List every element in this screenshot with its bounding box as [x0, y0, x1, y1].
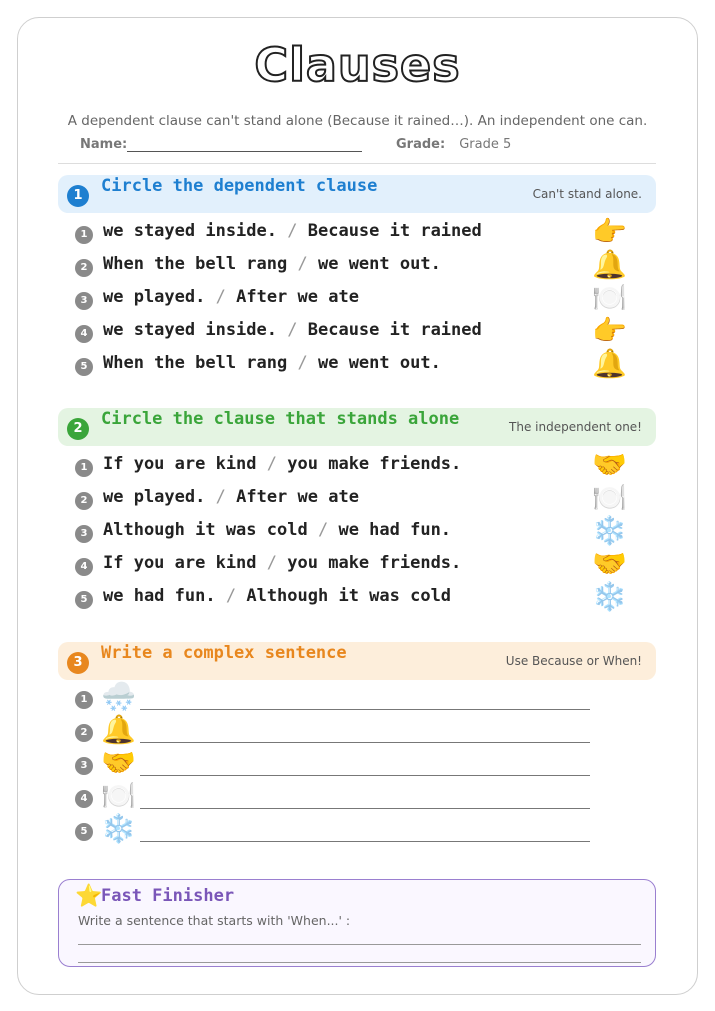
name-field	[80, 137, 127, 152]
item-number: 4	[75, 790, 93, 808]
fast-finisher-title: Fast Finisher	[101, 886, 235, 906]
clause-pair	[103, 254, 441, 274]
picture-icon: 🍽️	[101, 779, 136, 812]
picture-icon: 🤝	[101, 746, 136, 779]
item-number: 3	[75, 292, 93, 310]
section-2-title: Circle the clause that stands alone	[101, 409, 460, 429]
clause-separator: /	[287, 320, 298, 340]
header-divider	[58, 163, 656, 164]
list-item	[75, 248, 635, 281]
page-subtitle: A dependent clause can't stand alone (Because it rained…). An independent one can.	[67, 113, 648, 129]
answer-line[interactable]	[140, 775, 590, 776]
clause-separator: /	[225, 586, 237, 606]
clause-option-b[interactable]: After we ate	[236, 287, 359, 307]
name-blank-line[interactable]	[127, 151, 362, 152]
list-item	[75, 481, 635, 514]
clause-separator: /	[215, 487, 226, 507]
item-number: 4	[75, 558, 93, 576]
clause-option-b[interactable]: After we ate	[236, 487, 359, 507]
item-number: 5	[75, 591, 93, 609]
item-number: 1	[75, 459, 93, 477]
clause-separator: /	[266, 553, 278, 573]
list-item	[75, 281, 635, 314]
item-number: 2	[75, 724, 93, 742]
answer-line[interactable]	[140, 709, 590, 710]
picture-icon: ❄️	[592, 514, 627, 547]
clause-option-b[interactable]: we went out.	[317, 353, 441, 373]
fast-finisher-prompt: Write a sentence that starts with 'When...' :	[78, 913, 351, 928]
section-3-header	[58, 642, 656, 680]
picture-icon: ❄️	[592, 580, 627, 613]
section-2-number: 2	[67, 418, 89, 440]
clause-option-a[interactable]: we played.	[103, 487, 206, 507]
clause-option-a[interactable]: If you are kind	[103, 454, 257, 474]
grade-value: Grade 5	[459, 137, 512, 152]
clause-pair	[103, 553, 461, 573]
clause-option-a[interactable]: we stayed inside.	[103, 221, 277, 241]
picture-icon: 🍽️	[592, 481, 627, 514]
clause-separator: /	[297, 353, 308, 373]
picture-icon: 🍽️	[592, 281, 627, 314]
answer-line[interactable]	[140, 742, 590, 743]
section-1-number: 1	[67, 185, 89, 207]
clause-pair	[103, 287, 359, 307]
clause-option-b[interactable]: you make friends.	[287, 454, 462, 474]
picture-icon: 🔔	[592, 347, 627, 380]
list-item	[75, 347, 635, 380]
grade-field	[396, 137, 511, 152]
picture-icon: 👉	[592, 314, 627, 347]
clause-option-a[interactable]: we had fun.	[103, 586, 216, 606]
section-2-hint: The independent one!	[509, 420, 642, 434]
clause-separator: /	[266, 454, 278, 474]
picture-icon: ❄️	[101, 812, 136, 845]
star-icon: ⭐	[75, 884, 103, 909]
item-number: 4	[75, 325, 93, 343]
clause-separator: /	[317, 520, 329, 540]
section-2-header	[58, 408, 656, 446]
picture-icon: 🔔	[101, 713, 136, 746]
clause-option-a[interactable]: If you are kind	[103, 553, 257, 573]
clause-separator: /	[297, 254, 308, 274]
answer-line[interactable]	[140, 841, 590, 842]
fast-finisher-answer-line[interactable]	[78, 944, 641, 945]
section-3-hint: Use Because or When!	[505, 654, 642, 668]
item-number: 5	[75, 358, 93, 376]
writing-row	[75, 680, 595, 718]
clause-option-b[interactable]: we went out.	[317, 254, 441, 274]
clause-separator: /	[215, 287, 226, 307]
picture-icon: 🤝	[592, 547, 627, 580]
grade-label: Grade:	[396, 137, 446, 152]
answer-line[interactable]	[140, 808, 590, 809]
list-item	[75, 314, 635, 347]
clause-pair	[103, 586, 451, 606]
section-3-number: 3	[67, 652, 89, 674]
clause-pair	[103, 520, 451, 540]
clause-pair	[103, 353, 441, 373]
section-3-title: Write a complex sentence	[101, 643, 347, 663]
clause-separator: /	[287, 221, 298, 241]
item-number: 1	[75, 226, 93, 244]
list-item	[75, 580, 635, 613]
item-number: 1	[75, 691, 93, 709]
clause-pair	[103, 487, 359, 507]
fast-finisher-box	[58, 879, 656, 967]
clause-option-b[interactable]: you make friends.	[287, 553, 462, 573]
clause-option-b[interactable]: Although it was cold	[246, 586, 452, 606]
item-number: 5	[75, 823, 93, 841]
clause-option-a[interactable]: When the bell rang	[103, 254, 288, 274]
writing-row	[75, 746, 595, 784]
list-item	[75, 514, 635, 547]
page-title: Clauses	[254, 38, 461, 92]
list-item	[75, 448, 635, 481]
clause-option-b[interactable]: Because it rained	[307, 221, 482, 241]
name-label: Name:	[80, 137, 128, 152]
section-1-title: Circle the dependent clause	[101, 176, 378, 196]
clause-option-b[interactable]: we had fun.	[338, 520, 452, 540]
item-number: 2	[75, 259, 93, 277]
picture-icon: 🌨️	[101, 680, 136, 713]
fast-finisher-answer-line[interactable]	[78, 962, 641, 963]
item-number: 3	[75, 757, 93, 775]
writing-row	[75, 812, 595, 850]
writing-row	[75, 779, 595, 817]
picture-icon: 🤝	[592, 448, 627, 481]
clause-pair	[103, 454, 461, 474]
item-number: 3	[75, 525, 93, 543]
clause-option-a[interactable]: Although it was cold	[103, 520, 308, 540]
section-1-header	[58, 175, 656, 213]
clause-pair	[103, 320, 482, 340]
writing-row	[75, 713, 595, 751]
clause-option-a[interactable]: we stayed inside.	[103, 320, 277, 340]
item-number: 2	[75, 492, 93, 510]
clause-option-b[interactable]: Because it rained	[307, 320, 482, 340]
list-item	[75, 547, 635, 580]
picture-icon: 🔔	[592, 248, 627, 281]
list-item	[75, 215, 635, 248]
picture-icon: 👉	[592, 215, 627, 248]
clause-pair	[103, 221, 482, 241]
section-1-hint: Can't stand alone.	[532, 187, 642, 201]
clause-option-a[interactable]: we played.	[103, 287, 206, 307]
clause-option-a[interactable]: When the bell rang	[103, 353, 288, 373]
